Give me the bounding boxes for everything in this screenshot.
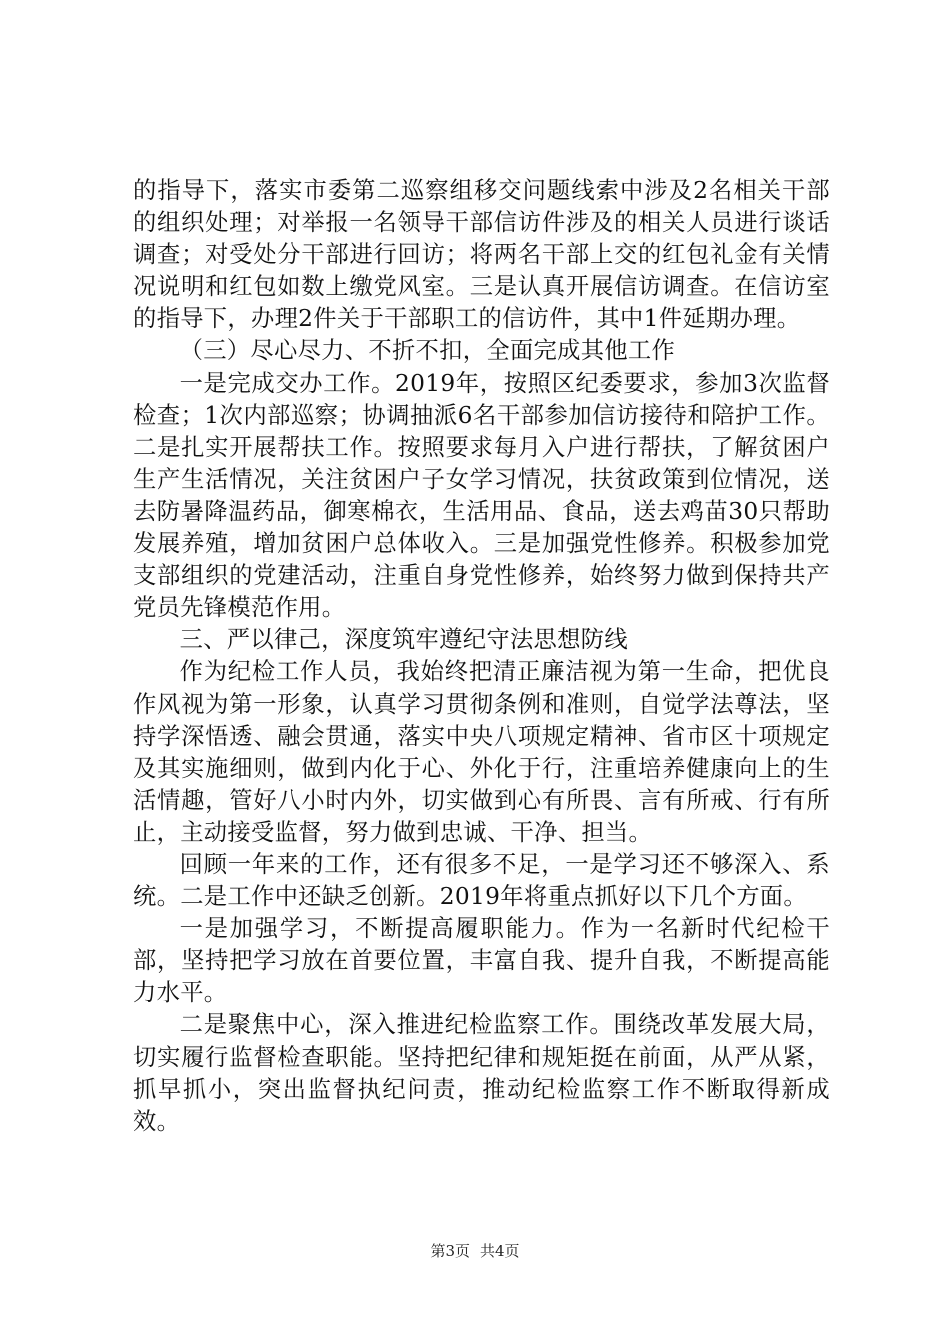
page-footer (0, 1241, 950, 1261)
paragraph-plan-study: 一是加强学习，不断提高履职能力。作为一名新时代纪检干部，坚持把学习放在首要位置，丰富自我、提升自我，不断提高能力水平。 (133, 915, 830, 1007)
paragraph-discipline: 作为纪检工作人员，我始终把清正廉洁视为第一生命，把优良作风视为第一形象，认真学习贯彻条例和准则，自觉学法尊法，坚持学深悟透、融会贯通，落实中央八项规定精神、省市区十项规定及其实施细则，做到内化于心、外化于行，注重培养健康向上的生活情趣，管好八小时内外，切实做到心有所畏、言有所戒、行有所止，主动接受监督，努力做到忠诚、干净、担当。 (133, 658, 830, 846)
paragraph-plan-focus: 二是聚焦中心，深入推进纪检监察工作。围绕改革发展大局，切实履行监督检查职能。坚持把纪律和规矩挺在前面，从严从紧，抓早抓小，突出监督执纪问责，推动纪检监察工作不断取得新成效。 (133, 1011, 830, 1135)
paragraph-other-work: 一是完成交办工作。2019年，按照区纪委要求，参加3次监督检查；1次内部巡察；协调抽派6名干部参加信访接待和陪护工作。二是扎实开展帮扶工作。按照要求每月入户进行帮扶，了解贫困户生产生活情况，关注贫困户子女学习情况，扶贫政策到位情况，送去防暑降温药品，御寒棉衣，生活用品、食品，送去鸡苗30只帮助发展养殖，增加贫困户总体收入。三是加强党性修养。积极参加党支部组织的党建活动，注重自身党性修养，始终努力做到保持共产党员先锋模范作用。 (133, 369, 830, 622)
page-total: 共4页 (480, 1242, 520, 1260)
paragraph-review: 回顾一年来的工作，还有很多不足，一是学习还不够深入、系统。二是工作中还缺乏创新。2019年将重点抓好以下几个方面。 (133, 850, 830, 911)
section-heading-discipline: 三、严以律己，深度筑牢遵纪守法思想防线 (179, 626, 628, 654)
section-heading-3: （三）尽心尽力、不折不扣，全面完成其他工作 (179, 337, 676, 365)
paragraph-continuation: 的指导下，落实市委第二巡察组移交问题线索中涉及2名相关干部的组织处理；对举报一名领导干部信访件涉及的相关人员进行谈话调查；对受处分干部进行回访；将两名干部上交的红包礼金有关情况说明和红包如数上缴党风室。三是认真开展信访调查。在信访室的指导下，办理2件关于干部职工的信访件，其中1件延期办理。 (133, 177, 830, 333)
document-body (133, 175, 830, 1138)
page-number: 第3页 (430, 1242, 470, 1260)
